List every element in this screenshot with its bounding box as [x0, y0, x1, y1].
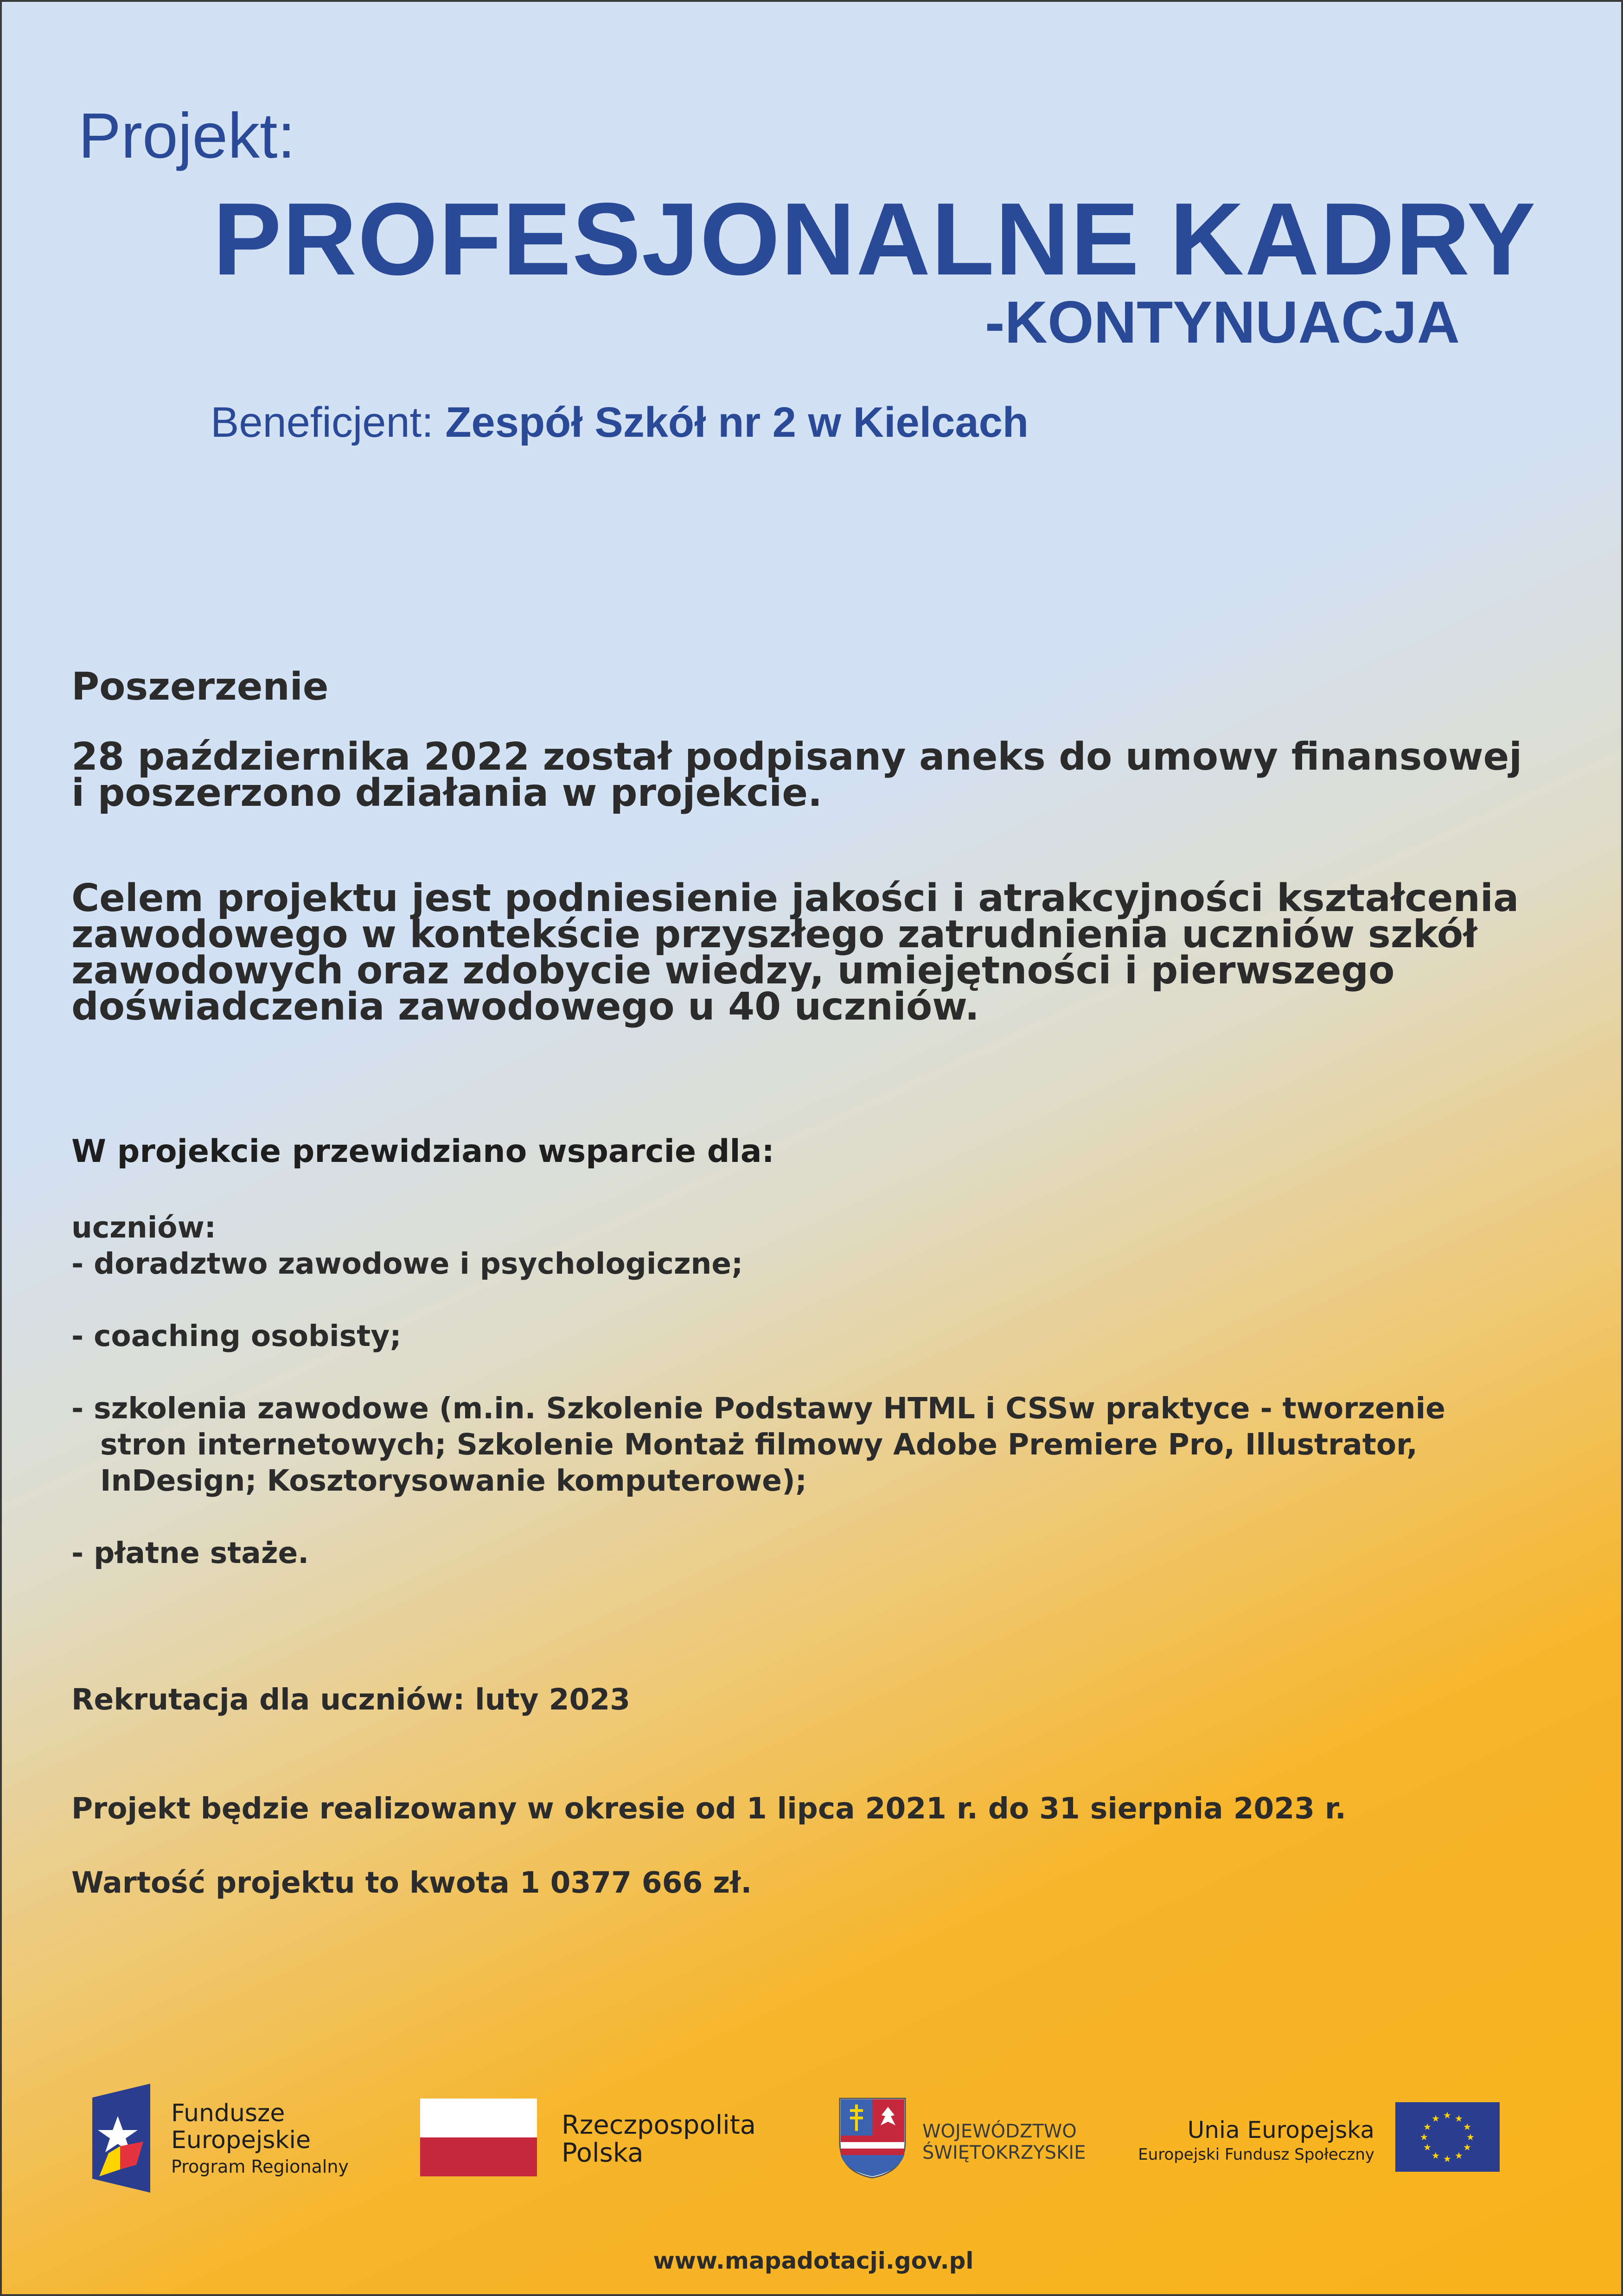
- extension-heading: Poszerzenie: [71, 665, 329, 709]
- svg-text:★: ★: [1463, 2121, 1471, 2132]
- rp-line2: Polska: [562, 2138, 644, 2168]
- polish-flag-icon: [420, 2098, 537, 2176]
- ue-line2: Europejski Fundusz Społeczny: [1138, 2145, 1374, 2164]
- svg-text:★: ★: [1431, 2113, 1440, 2124]
- goal-line: Celem projektu jest podniesienie jakości i atrakcyjności kształcenia: [71, 876, 1519, 920]
- students-label: uczniów:: [71, 1211, 216, 1244]
- svg-text:★: ★: [1463, 2142, 1471, 2153]
- rp-line1: Rzeczpospolita: [562, 2110, 756, 2140]
- recruitment-info: Rekrutacja dla uczniów: luty 2023: [71, 1683, 631, 1716]
- goal-line: zawodowego w kontekście przyszłego zatrudnienia uczniów szkół: [71, 912, 1477, 957]
- svg-text:★: ★: [1455, 2150, 1463, 2161]
- beneficiary: [211, 398, 1029, 447]
- fe-line3: Program Regionalny: [171, 2156, 349, 2177]
- support-item-internships: - płatne staże.: [71, 1536, 309, 1570]
- ws-logo-text: [922, 2121, 1086, 2163]
- svg-text:★: ★: [1466, 2131, 1475, 2143]
- annex-line: i poszerzono działania w projekcie.: [71, 771, 823, 815]
- svg-text:★: ★: [1423, 2142, 1431, 2153]
- coat-of-arms-icon: [839, 2098, 906, 2179]
- annex-line: 28 października 2022 został podpisany aneks do umowy finansowej: [71, 735, 1522, 779]
- svg-text:★: ★: [1443, 2153, 1451, 2164]
- support-heading: W projekcie przewidziano wsparcie dla:: [71, 1133, 774, 1170]
- project-subtitle: -KONTYNUACJA: [985, 289, 1460, 356]
- goal-paragraph: [71, 876, 1569, 1029]
- support-item-training-line2: stron internetowych; Szkolenie Montaż filmowy Adobe Premiere Pro, Illustrator,: [100, 1428, 1418, 1461]
- support-item-coaching: - coaching osobisty;: [71, 1319, 402, 1353]
- ue-logo-text: [1133, 2116, 1374, 2165]
- ws-line1: WOJEWÓDZTWO: [922, 2121, 1077, 2142]
- projekt-label: Projekt:: [78, 100, 295, 172]
- annex-paragraph: [71, 735, 1569, 815]
- footer-url[interactable]: www.mapadotacji.gov.pl: [653, 2247, 974, 2274]
- fe-line1: Fundusze: [171, 2099, 285, 2127]
- svg-text:★: ★: [1443, 2110, 1451, 2121]
- svg-text:★: ★: [1420, 2131, 1428, 2143]
- rp-logo-text: [562, 2111, 756, 2167]
- ws-line2: ŚWIĘTOKRZYSKIE: [922, 2142, 1086, 2163]
- ue-line1: Unia Europejska: [1187, 2117, 1374, 2143]
- support-item-counseling: - doradztwo zawodowe i psychologiczne;: [71, 1247, 743, 1281]
- support-item-training-line1: - szkolenia zawodowe (m.in. Szkolenie Podstawy HTML i CSSw praktyce - tworzenie: [71, 1391, 1445, 1425]
- beneficiary-label: Beneficjent:: [211, 399, 434, 446]
- project-value: Wartość projektu to kwota 1 0377 666 zł.: [71, 1866, 752, 1900]
- support-list: [71, 1210, 1569, 1571]
- svg-text:★: ★: [1431, 2150, 1440, 2161]
- goal-line: zawodowych oraz zdobycie wiedzy, umiejętności i pierwszego: [71, 949, 1395, 993]
- project-title: PROFESJONALNE KADRY: [213, 182, 1537, 297]
- fe-star-icon: [92, 2084, 150, 2193]
- svg-text:★: ★: [1455, 2113, 1463, 2124]
- beneficiary-name: Zespół Szkół nr 2 w Kielcach: [445, 399, 1029, 446]
- logos-strip: [2, 2084, 1623, 2204]
- fe-line2: Europejskie: [171, 2126, 311, 2154]
- support-item-training-line3: InDesign; Kosztorysowanie komputerowe);: [100, 1464, 807, 1498]
- fe-logo-text: [171, 2100, 349, 2180]
- goal-line: doświadczenia zawodowego u 40 uczniów.: [71, 985, 979, 1029]
- eu-flag-icon: [1395, 2102, 1500, 2172]
- project-period: Projekt będzie realizowany w okresie od 1 lipca 2021 r. do 31 sierpnia 2023 r.: [71, 1792, 1346, 1825]
- svg-text:★: ★: [1423, 2121, 1431, 2132]
